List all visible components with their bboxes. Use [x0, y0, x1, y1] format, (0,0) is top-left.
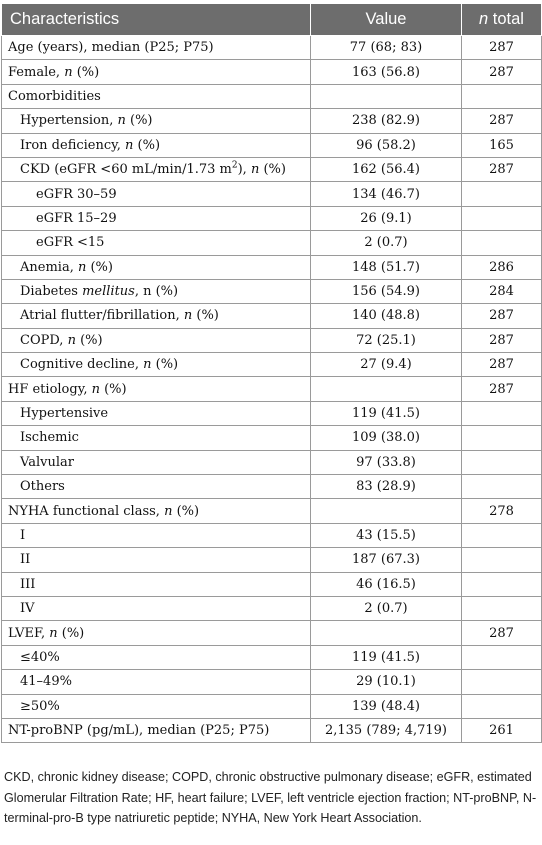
label-italic: n: [143, 357, 152, 373]
table-row: [2, 670, 542, 694]
row-value: 140 (48.8): [311, 304, 462, 328]
row-value: 29 (10.1): [311, 670, 462, 694]
row-label: [2, 60, 311, 84]
row-total: 287: [462, 353, 542, 377]
row-value: 2 (0.7): [311, 231, 462, 255]
table-row: [2, 718, 542, 742]
row-label: [2, 401, 311, 425]
row-total: 284: [462, 279, 542, 303]
label-text: COPD,: [20, 332, 68, 348]
header-value: Value: [311, 4, 462, 36]
row-label: [2, 572, 311, 596]
label-text: HF etiology,: [8, 381, 92, 397]
row-value: 43 (15.5): [311, 523, 462, 547]
row-value: 109 (38.0): [311, 426, 462, 450]
label-suffix: (%): [75, 332, 103, 348]
table-row: [2, 109, 542, 133]
row-total: 261: [462, 718, 542, 742]
label-italic: n: [77, 259, 87, 275]
row-total: [462, 572, 542, 596]
label-text: IV: [20, 601, 35, 617]
row-total: [462, 645, 542, 669]
row-label: [2, 499, 311, 523]
row-total: 165: [462, 133, 542, 157]
row-total: [462, 670, 542, 694]
row-label: [2, 353, 311, 377]
label-italic: n: [67, 332, 76, 348]
row-value: [311, 621, 462, 645]
row-total: [462, 231, 542, 255]
label-text: Valvular: [20, 454, 74, 470]
row-total: [462, 401, 542, 425]
row-label: [2, 548, 311, 572]
header-characteristics: Characteristics: [2, 4, 311, 36]
label-text: Hypertensive: [20, 406, 109, 422]
row-total: [462, 548, 542, 572]
label-text: Ischemic: [20, 430, 79, 446]
row-label: [2, 718, 311, 742]
label-suffix: (%): [125, 113, 153, 129]
label-text: eGFR <15: [36, 235, 105, 251]
table-row: [2, 231, 542, 255]
label-text: III: [20, 576, 36, 592]
row-value: 238 (82.9): [311, 109, 462, 133]
row-total: 287: [462, 36, 542, 60]
label-italic: n: [183, 308, 193, 324]
table-body: [2, 36, 542, 743]
header-n-italic: n: [479, 10, 489, 28]
label-text: CKD (eGFR <60 mL/min/1.73 m: [20, 162, 232, 178]
label-text: Atrial flutter/fibrillation,: [20, 308, 184, 324]
row-value: 119 (41.5): [311, 401, 462, 425]
table-row: [2, 596, 542, 620]
label-italic: n: [125, 137, 134, 153]
row-label: [2, 523, 311, 547]
table-row: [2, 206, 542, 230]
label-suffix: (%): [151, 357, 179, 373]
label-text: Hypertension,: [20, 113, 118, 129]
label-text: Anemia,: [20, 259, 78, 275]
label-suffix: , n (%): [134, 284, 179, 300]
table-row: [2, 621, 542, 645]
label-italic: n: [117, 113, 126, 129]
label-suffix: (%): [172, 503, 200, 519]
table-row: [2, 499, 542, 523]
table-row: [2, 133, 542, 157]
row-total: 287: [462, 304, 542, 328]
row-value: 26 (9.1): [311, 206, 462, 230]
label-text: LVEF,: [8, 625, 50, 641]
table-row: [2, 523, 542, 547]
label-text: Female,: [8, 64, 65, 80]
label-text: ≤40%: [20, 649, 60, 665]
table-row: [2, 182, 542, 206]
label-text: Diabetes: [20, 284, 83, 300]
row-total: 287: [462, 621, 542, 645]
table-row: [2, 84, 542, 108]
label-text: NYHA functional class,: [8, 503, 165, 519]
row-value: 2 (0.7): [311, 596, 462, 620]
row-value: 119 (41.5): [311, 645, 462, 669]
table-row: [2, 548, 542, 572]
row-total: 286: [462, 255, 542, 279]
row-label: [2, 255, 311, 279]
row-value: 139 (48.4): [311, 694, 462, 718]
row-value: 2,135 (789; 4,719): [311, 718, 462, 742]
table-row: [2, 279, 542, 303]
row-value: 46 (16.5): [311, 572, 462, 596]
row-label: [2, 304, 311, 328]
table-row: [2, 36, 542, 60]
table-row: [2, 353, 542, 377]
row-total: [462, 182, 542, 206]
label-text: eGFR 30–59: [36, 186, 117, 202]
row-value: 162 (56.4): [311, 157, 462, 181]
row-value: 134 (46.7): [311, 182, 462, 206]
table-row: [2, 694, 542, 718]
table-row: [2, 450, 542, 474]
row-label: [2, 109, 311, 133]
table-row: [2, 572, 542, 596]
table-row: [2, 255, 542, 279]
table-row: [2, 60, 542, 84]
row-label: [2, 279, 311, 303]
label-suffix: (%): [72, 64, 100, 80]
label-suffix: (%): [192, 308, 219, 324]
label-text: ≥50%: [20, 698, 60, 714]
row-label: [2, 231, 311, 255]
row-total: 278: [462, 499, 542, 523]
header-total-text: total: [488, 10, 524, 28]
header-n-total: [462, 4, 542, 36]
row-label: [2, 377, 311, 401]
row-label: [2, 670, 311, 694]
label-text: II: [20, 552, 31, 568]
label-text: Iron deficiency,: [20, 137, 126, 153]
row-value: 77 (68; 83): [311, 36, 462, 60]
table-header: [2, 4, 542, 36]
label-text: NT-proBNP (pg/mL), median (P25; P75): [8, 723, 270, 739]
label-suffix: (%): [133, 137, 161, 153]
row-label: [2, 621, 311, 645]
row-label: [2, 450, 311, 474]
row-value: 27 (9.4): [311, 353, 462, 377]
label-italic: n: [64, 64, 73, 80]
row-total: 287: [462, 109, 542, 133]
label-superscript: 2: [231, 160, 238, 171]
row-label: [2, 475, 311, 499]
row-total: [462, 206, 542, 230]
table-row: [2, 426, 542, 450]
label-text: 41–49%: [20, 674, 72, 690]
row-label: [2, 36, 311, 60]
label-italic: n: [91, 381, 100, 397]
label-text: Age (years), median (P25; P75): [8, 40, 214, 56]
row-label: [2, 596, 311, 620]
row-total: 287: [462, 328, 542, 352]
row-total: [462, 426, 542, 450]
row-label: [2, 206, 311, 230]
row-total: [462, 475, 542, 499]
label-italic: n: [250, 162, 260, 178]
row-total: [462, 596, 542, 620]
label-suffix: (%): [259, 162, 286, 178]
row-label: [2, 182, 311, 206]
row-total: [462, 84, 542, 108]
row-label: [2, 694, 311, 718]
row-value: 163 (56.8): [311, 60, 462, 84]
row-value: 72 (25.1): [311, 328, 462, 352]
label-italic: mellitus: [82, 284, 135, 300]
label-italic: n: [49, 625, 58, 641]
table-row: [2, 377, 542, 401]
row-label: [2, 426, 311, 450]
table-row: [2, 401, 542, 425]
label-text: I: [20, 528, 26, 543]
row-total: 287: [462, 157, 542, 181]
row-label: [2, 133, 311, 157]
label-text: eGFR 15–29: [36, 210, 117, 226]
row-value: 97 (33.8): [311, 450, 462, 474]
table-row: [2, 645, 542, 669]
row-value: 148 (51.7): [311, 255, 462, 279]
row-total: [462, 694, 542, 718]
row-label: [2, 157, 311, 181]
label-text: Others: [20, 479, 65, 495]
row-label: [2, 645, 311, 669]
row-total: [462, 523, 542, 547]
table-row: [2, 157, 542, 181]
row-value: 96 (58.2): [311, 133, 462, 157]
row-value: 187 (67.3): [311, 548, 462, 572]
row-value: 83 (28.9): [311, 475, 462, 499]
label-suffix: (%): [99, 381, 127, 397]
characteristics-table: [1, 3, 542, 743]
table-row: [2, 328, 542, 352]
row-value: [311, 84, 462, 108]
row-value: 156 (54.9): [311, 279, 462, 303]
row-total: 287: [462, 377, 542, 401]
label-suffix: (%): [86, 259, 113, 275]
row-total: 287: [462, 60, 542, 84]
table-footnote: CKD, chronic kidney disease; COPD, chronic obstructive pulmonary disease; eGFR, estimated Glomerular Filtration Rate; HF, heart failure; LVEF, left ventricle ejection fraction; NT-proBNP, N-terminal-pro-B type natriuretic peptide; NYHA, New York Heart Association.: [4, 770, 537, 825]
row-value: [311, 377, 462, 401]
row-label: [2, 84, 311, 108]
label-text-2: ),: [237, 162, 251, 178]
label-text: Cognitive decline,: [20, 357, 144, 373]
label-italic: n: [164, 503, 173, 519]
table-row: [2, 475, 542, 499]
table-row: [2, 304, 542, 328]
row-total: [462, 450, 542, 474]
label-suffix: (%): [57, 625, 85, 641]
row-value: [311, 499, 462, 523]
label-text: Comorbidities: [8, 88, 101, 104]
row-label: [2, 328, 311, 352]
